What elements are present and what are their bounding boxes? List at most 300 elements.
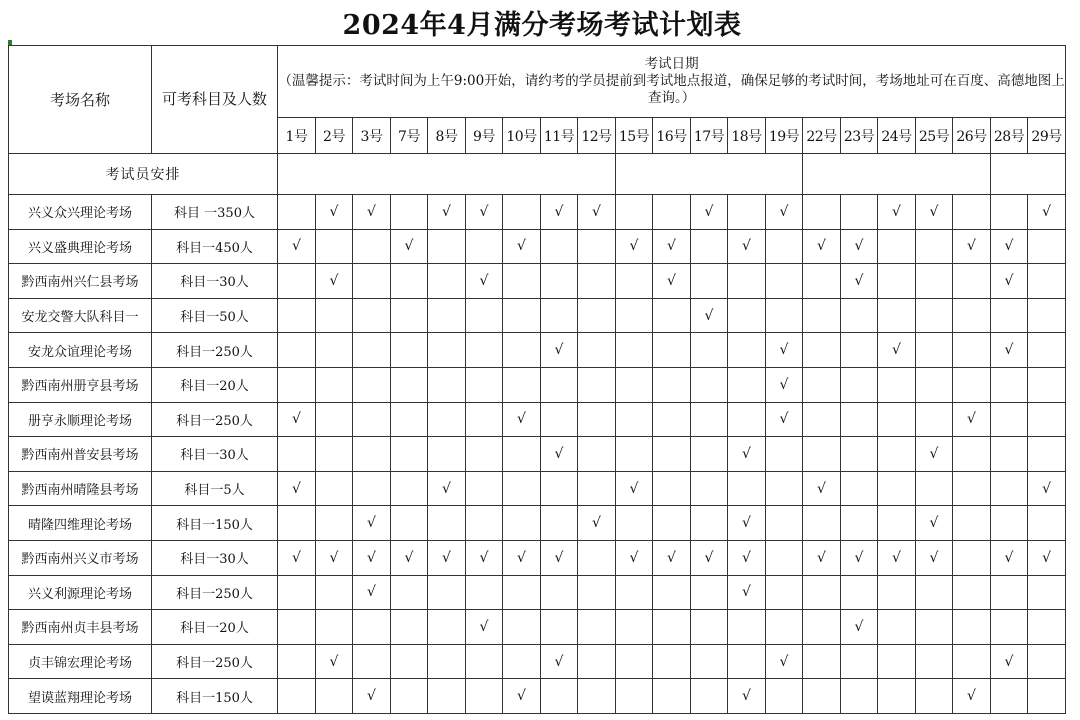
empty-cell bbox=[878, 264, 916, 299]
empty-cell bbox=[466, 644, 503, 679]
empty-cell bbox=[503, 644, 541, 679]
check-mark-icon: √ bbox=[728, 679, 766, 714]
check-mark-icon: √ bbox=[691, 195, 728, 230]
empty-cell bbox=[316, 506, 353, 541]
header-day: 19号 bbox=[766, 118, 803, 154]
subject-capacity: 科目一30人 bbox=[152, 264, 278, 299]
empty-cell bbox=[766, 506, 803, 541]
table-row bbox=[9, 644, 1066, 679]
header-day: 8号 bbox=[428, 118, 466, 154]
empty-cell bbox=[841, 333, 878, 368]
empty-cell bbox=[578, 229, 616, 264]
empty-cell bbox=[353, 402, 391, 437]
venue-name: 黔西南州贞丰县考场 bbox=[9, 610, 152, 645]
empty-cell bbox=[503, 506, 541, 541]
check-mark-icon: √ bbox=[428, 471, 466, 506]
empty-cell bbox=[541, 264, 578, 299]
venue-name: 兴义利源理论考场 bbox=[9, 575, 152, 610]
empty-cell bbox=[503, 471, 541, 506]
empty-cell bbox=[803, 575, 841, 610]
empty-cell bbox=[653, 195, 691, 230]
empty-cell bbox=[916, 471, 953, 506]
empty-cell bbox=[616, 506, 653, 541]
empty-cell bbox=[953, 264, 991, 299]
empty-cell bbox=[428, 333, 466, 368]
table-row bbox=[9, 298, 1066, 333]
empty-cell bbox=[1028, 437, 1066, 472]
table-row bbox=[9, 367, 1066, 402]
empty-cell bbox=[578, 644, 616, 679]
empty-cell bbox=[316, 610, 353, 645]
empty-cell bbox=[691, 402, 728, 437]
venue-name: 黔西南州兴义市考场 bbox=[9, 540, 152, 575]
subject-capacity: 科目一30人 bbox=[152, 437, 278, 472]
empty-cell bbox=[278, 610, 316, 645]
empty-cell bbox=[728, 402, 766, 437]
empty-cell bbox=[878, 471, 916, 506]
check-mark-icon: √ bbox=[391, 540, 428, 575]
header-day: 11号 bbox=[541, 118, 578, 154]
empty-cell bbox=[728, 471, 766, 506]
empty-cell bbox=[953, 195, 991, 230]
empty-cell bbox=[428, 506, 466, 541]
empty-cell bbox=[541, 506, 578, 541]
check-mark-icon: √ bbox=[953, 402, 991, 437]
venue-name: 黔西南州普安县考场 bbox=[9, 437, 152, 472]
check-mark-icon: √ bbox=[541, 333, 578, 368]
empty-cell bbox=[653, 367, 691, 402]
empty-cell bbox=[316, 437, 353, 472]
staff-cell-group-4 bbox=[991, 154, 1066, 195]
empty-cell bbox=[503, 333, 541, 368]
empty-cell bbox=[1028, 333, 1066, 368]
check-mark-icon: √ bbox=[503, 402, 541, 437]
venue-name: 册亨永顺理论考场 bbox=[9, 402, 152, 437]
venue-name: 安龙众谊理论考场 bbox=[9, 333, 152, 368]
check-mark-icon: √ bbox=[953, 679, 991, 714]
empty-cell bbox=[541, 229, 578, 264]
empty-cell bbox=[1028, 264, 1066, 299]
empty-cell bbox=[278, 298, 316, 333]
empty-cell bbox=[878, 575, 916, 610]
empty-cell bbox=[503, 367, 541, 402]
empty-cell bbox=[766, 471, 803, 506]
venue-name: 黔西南州晴隆县考场 bbox=[9, 471, 152, 506]
venue-name: 晴隆四维理论考场 bbox=[9, 506, 152, 541]
empty-cell bbox=[466, 229, 503, 264]
empty-cell bbox=[503, 437, 541, 472]
check-mark-icon: √ bbox=[466, 540, 503, 575]
header-day: 1号 bbox=[278, 118, 316, 154]
empty-cell bbox=[728, 610, 766, 645]
check-mark-icon: √ bbox=[316, 195, 353, 230]
empty-cell bbox=[653, 298, 691, 333]
check-mark-icon: √ bbox=[316, 644, 353, 679]
check-mark-icon: √ bbox=[803, 471, 841, 506]
empty-cell bbox=[766, 575, 803, 610]
empty-cell bbox=[466, 506, 503, 541]
check-mark-icon: √ bbox=[541, 644, 578, 679]
empty-cell bbox=[391, 333, 428, 368]
check-mark-icon: √ bbox=[803, 229, 841, 264]
check-mark-icon: √ bbox=[353, 506, 391, 541]
empty-cell bbox=[503, 610, 541, 645]
venue-name: 兴义盛典理论考场 bbox=[9, 229, 152, 264]
check-mark-icon: √ bbox=[691, 298, 728, 333]
empty-cell bbox=[316, 575, 353, 610]
check-mark-icon: √ bbox=[541, 195, 578, 230]
empty-cell bbox=[841, 367, 878, 402]
check-mark-icon: √ bbox=[616, 471, 653, 506]
check-mark-icon: √ bbox=[466, 195, 503, 230]
empty-cell bbox=[803, 298, 841, 333]
table-row bbox=[9, 195, 1066, 230]
check-mark-icon: √ bbox=[503, 540, 541, 575]
table-row bbox=[9, 264, 1066, 299]
empty-cell bbox=[728, 367, 766, 402]
empty-cell bbox=[916, 402, 953, 437]
subject-capacity: 科目一250人 bbox=[152, 575, 278, 610]
staff-label: 考试员安排 bbox=[9, 154, 278, 195]
empty-cell bbox=[616, 437, 653, 472]
empty-cell bbox=[653, 506, 691, 541]
empty-cell bbox=[991, 298, 1028, 333]
venue-name: 贞丰锦宏理论考场 bbox=[9, 644, 152, 679]
empty-cell bbox=[428, 610, 466, 645]
empty-cell bbox=[953, 367, 991, 402]
subject-capacity: 科目 一350人 bbox=[152, 195, 278, 230]
empty-cell bbox=[803, 437, 841, 472]
header-notice: （温馨提示：考试时间为上午9:00开始，请约考的学员提前到考试地点报道，确保足够的考试时间，考场地址可在百度、高德地图上查询。） bbox=[278, 73, 1065, 106]
empty-cell bbox=[616, 644, 653, 679]
empty-cell bbox=[578, 367, 616, 402]
empty-cell bbox=[391, 298, 428, 333]
empty-cell bbox=[953, 298, 991, 333]
empty-cell bbox=[466, 437, 503, 472]
check-mark-icon: √ bbox=[466, 264, 503, 299]
empty-cell bbox=[878, 679, 916, 714]
empty-cell bbox=[766, 264, 803, 299]
check-mark-icon: √ bbox=[728, 437, 766, 472]
table-row bbox=[9, 540, 1066, 575]
empty-cell bbox=[316, 298, 353, 333]
empty-cell bbox=[841, 298, 878, 333]
empty-cell bbox=[691, 506, 728, 541]
empty-cell bbox=[691, 437, 728, 472]
header-day: 3号 bbox=[353, 118, 391, 154]
table-row bbox=[9, 402, 1066, 437]
empty-cell bbox=[766, 610, 803, 645]
header-day: 12号 bbox=[578, 118, 616, 154]
empty-cell bbox=[916, 298, 953, 333]
empty-cell bbox=[316, 333, 353, 368]
subject-capacity: 科目一30人 bbox=[152, 540, 278, 575]
check-mark-icon: √ bbox=[616, 229, 653, 264]
subject-capacity: 科目一250人 bbox=[152, 333, 278, 368]
empty-cell bbox=[991, 471, 1028, 506]
empty-cell bbox=[766, 679, 803, 714]
empty-cell bbox=[541, 679, 578, 714]
empty-cell bbox=[991, 367, 1028, 402]
empty-cell bbox=[541, 367, 578, 402]
empty-cell bbox=[841, 644, 878, 679]
empty-cell bbox=[691, 471, 728, 506]
empty-cell bbox=[991, 402, 1028, 437]
empty-cell bbox=[541, 575, 578, 610]
check-mark-icon: √ bbox=[841, 264, 878, 299]
check-mark-icon: √ bbox=[653, 229, 691, 264]
empty-cell bbox=[578, 540, 616, 575]
empty-cell bbox=[616, 679, 653, 714]
empty-cell bbox=[878, 644, 916, 679]
check-mark-icon: √ bbox=[691, 540, 728, 575]
empty-cell bbox=[578, 298, 616, 333]
header-day: 28号 bbox=[991, 118, 1028, 154]
empty-cell bbox=[728, 298, 766, 333]
empty-cell bbox=[428, 367, 466, 402]
check-mark-icon: √ bbox=[578, 195, 616, 230]
check-mark-icon: √ bbox=[616, 540, 653, 575]
empty-cell bbox=[353, 471, 391, 506]
empty-cell bbox=[1028, 610, 1066, 645]
empty-cell bbox=[503, 264, 541, 299]
table-body bbox=[9, 154, 1066, 714]
check-mark-icon: √ bbox=[766, 333, 803, 368]
empty-cell bbox=[728, 333, 766, 368]
check-mark-icon: √ bbox=[578, 506, 616, 541]
venue-name: 安龙交警大队科目一 bbox=[9, 298, 152, 333]
empty-cell bbox=[391, 679, 428, 714]
header-day: 23号 bbox=[841, 118, 878, 154]
empty-cell bbox=[353, 333, 391, 368]
empty-cell bbox=[691, 644, 728, 679]
table-row bbox=[9, 333, 1066, 368]
check-mark-icon: √ bbox=[1028, 471, 1066, 506]
subject-capacity: 科目一5人 bbox=[152, 471, 278, 506]
empty-cell bbox=[391, 471, 428, 506]
subject-capacity: 科目一50人 bbox=[152, 298, 278, 333]
empty-cell bbox=[353, 298, 391, 333]
empty-cell bbox=[278, 644, 316, 679]
empty-cell bbox=[878, 367, 916, 402]
empty-cell bbox=[578, 679, 616, 714]
subject-capacity: 科目一150人 bbox=[152, 679, 278, 714]
empty-cell bbox=[916, 679, 953, 714]
empty-cell bbox=[278, 195, 316, 230]
empty-cell bbox=[991, 575, 1028, 610]
empty-cell bbox=[953, 471, 991, 506]
empty-cell bbox=[691, 367, 728, 402]
empty-cell bbox=[616, 195, 653, 230]
empty-cell bbox=[691, 264, 728, 299]
empty-cell bbox=[391, 264, 428, 299]
header-date-block bbox=[278, 46, 1066, 118]
table-row bbox=[9, 471, 1066, 506]
empty-cell bbox=[578, 610, 616, 645]
empty-cell bbox=[841, 575, 878, 610]
empty-cell bbox=[841, 471, 878, 506]
subject-capacity: 科目一20人 bbox=[152, 610, 278, 645]
empty-cell bbox=[691, 229, 728, 264]
check-mark-icon: √ bbox=[766, 195, 803, 230]
empty-cell bbox=[541, 402, 578, 437]
empty-cell bbox=[316, 229, 353, 264]
empty-cell bbox=[841, 402, 878, 437]
empty-cell bbox=[353, 367, 391, 402]
check-mark-icon: √ bbox=[428, 540, 466, 575]
header-day: 16号 bbox=[653, 118, 691, 154]
schedule-table bbox=[8, 45, 1066, 714]
empty-cell bbox=[1028, 367, 1066, 402]
header-venue: 考场名称 bbox=[9, 46, 152, 154]
check-mark-icon: √ bbox=[841, 540, 878, 575]
empty-cell bbox=[728, 264, 766, 299]
header-day: 29号 bbox=[1028, 118, 1066, 154]
empty-cell bbox=[578, 471, 616, 506]
empty-cell bbox=[728, 195, 766, 230]
empty-cell bbox=[278, 437, 316, 472]
empty-cell bbox=[316, 679, 353, 714]
venue-name: 望谟蓝翔理论考场 bbox=[9, 679, 152, 714]
table-row bbox=[9, 229, 1066, 264]
empty-cell bbox=[391, 402, 428, 437]
empty-cell bbox=[653, 333, 691, 368]
empty-cell bbox=[353, 264, 391, 299]
staff-row bbox=[9, 154, 1066, 195]
empty-cell bbox=[991, 679, 1028, 714]
empty-cell bbox=[616, 367, 653, 402]
empty-cell bbox=[691, 333, 728, 368]
check-mark-icon: √ bbox=[916, 437, 953, 472]
check-mark-icon: √ bbox=[353, 195, 391, 230]
empty-cell bbox=[878, 298, 916, 333]
empty-cell bbox=[316, 402, 353, 437]
empty-cell bbox=[953, 575, 991, 610]
empty-cell bbox=[391, 367, 428, 402]
header-day: 22号 bbox=[803, 118, 841, 154]
empty-cell bbox=[953, 437, 991, 472]
empty-cell bbox=[278, 679, 316, 714]
page-title: 2024年4月满分考场考试计划表 bbox=[342, 9, 742, 41]
empty-cell bbox=[616, 264, 653, 299]
check-mark-icon: √ bbox=[916, 506, 953, 541]
empty-cell bbox=[541, 471, 578, 506]
check-mark-icon: √ bbox=[766, 367, 803, 402]
empty-cell bbox=[1028, 506, 1066, 541]
table-row bbox=[9, 610, 1066, 645]
empty-cell bbox=[428, 644, 466, 679]
subject-capacity: 科目一250人 bbox=[152, 402, 278, 437]
empty-cell bbox=[803, 367, 841, 402]
check-mark-icon: √ bbox=[353, 679, 391, 714]
check-mark-icon: √ bbox=[916, 540, 953, 575]
check-mark-icon: √ bbox=[541, 540, 578, 575]
check-mark-icon: √ bbox=[991, 264, 1028, 299]
check-mark-icon: √ bbox=[841, 610, 878, 645]
empty-cell bbox=[578, 437, 616, 472]
empty-cell bbox=[316, 471, 353, 506]
empty-cell bbox=[353, 644, 391, 679]
empty-cell bbox=[503, 195, 541, 230]
empty-cell bbox=[916, 367, 953, 402]
empty-cell bbox=[503, 298, 541, 333]
check-mark-icon: √ bbox=[316, 264, 353, 299]
header-day: 17号 bbox=[691, 118, 728, 154]
header-day: 18号 bbox=[728, 118, 766, 154]
header-day: 24号 bbox=[878, 118, 916, 154]
empty-cell bbox=[578, 575, 616, 610]
empty-cell bbox=[653, 644, 691, 679]
empty-cell bbox=[953, 506, 991, 541]
empty-cell bbox=[466, 298, 503, 333]
check-mark-icon: √ bbox=[728, 229, 766, 264]
check-mark-icon: √ bbox=[503, 229, 541, 264]
empty-cell bbox=[841, 679, 878, 714]
check-mark-icon: √ bbox=[653, 540, 691, 575]
empty-cell bbox=[953, 610, 991, 645]
check-mark-icon: √ bbox=[878, 333, 916, 368]
empty-cell bbox=[278, 575, 316, 610]
empty-cell bbox=[803, 610, 841, 645]
empty-cell bbox=[428, 402, 466, 437]
empty-cell bbox=[878, 402, 916, 437]
check-mark-icon: √ bbox=[353, 575, 391, 610]
empty-cell bbox=[691, 610, 728, 645]
empty-cell bbox=[766, 437, 803, 472]
empty-cell bbox=[428, 575, 466, 610]
empty-cell bbox=[766, 229, 803, 264]
check-mark-icon: √ bbox=[1028, 540, 1066, 575]
check-mark-icon: √ bbox=[466, 610, 503, 645]
empty-cell bbox=[541, 298, 578, 333]
empty-cell bbox=[428, 298, 466, 333]
check-mark-icon: √ bbox=[991, 540, 1028, 575]
empty-cell bbox=[953, 333, 991, 368]
empty-cell bbox=[916, 229, 953, 264]
header-day: 10号 bbox=[503, 118, 541, 154]
empty-cell bbox=[391, 437, 428, 472]
empty-cell bbox=[391, 575, 428, 610]
empty-cell bbox=[803, 506, 841, 541]
empty-cell bbox=[653, 402, 691, 437]
empty-cell bbox=[391, 506, 428, 541]
staff-cell-group-3 bbox=[803, 154, 991, 195]
empty-cell bbox=[503, 575, 541, 610]
empty-cell bbox=[1028, 402, 1066, 437]
empty-cell bbox=[428, 437, 466, 472]
check-mark-icon: √ bbox=[728, 506, 766, 541]
check-mark-icon: √ bbox=[391, 229, 428, 264]
staff-cell-group-1 bbox=[278, 154, 616, 195]
empty-cell bbox=[653, 575, 691, 610]
empty-cell bbox=[841, 506, 878, 541]
header-day: 15号 bbox=[616, 118, 653, 154]
empty-cell bbox=[353, 610, 391, 645]
empty-cell bbox=[578, 264, 616, 299]
empty-cell bbox=[278, 367, 316, 402]
empty-cell bbox=[991, 195, 1028, 230]
venue-name: 黔西南州兴仁县考场 bbox=[9, 264, 152, 299]
empty-cell bbox=[466, 679, 503, 714]
empty-cell bbox=[991, 610, 1028, 645]
empty-cell bbox=[278, 264, 316, 299]
empty-cell bbox=[428, 264, 466, 299]
empty-cell bbox=[578, 333, 616, 368]
empty-cell bbox=[391, 195, 428, 230]
empty-cell bbox=[653, 471, 691, 506]
empty-cell bbox=[278, 333, 316, 368]
subject-capacity: 科目一250人 bbox=[152, 644, 278, 679]
